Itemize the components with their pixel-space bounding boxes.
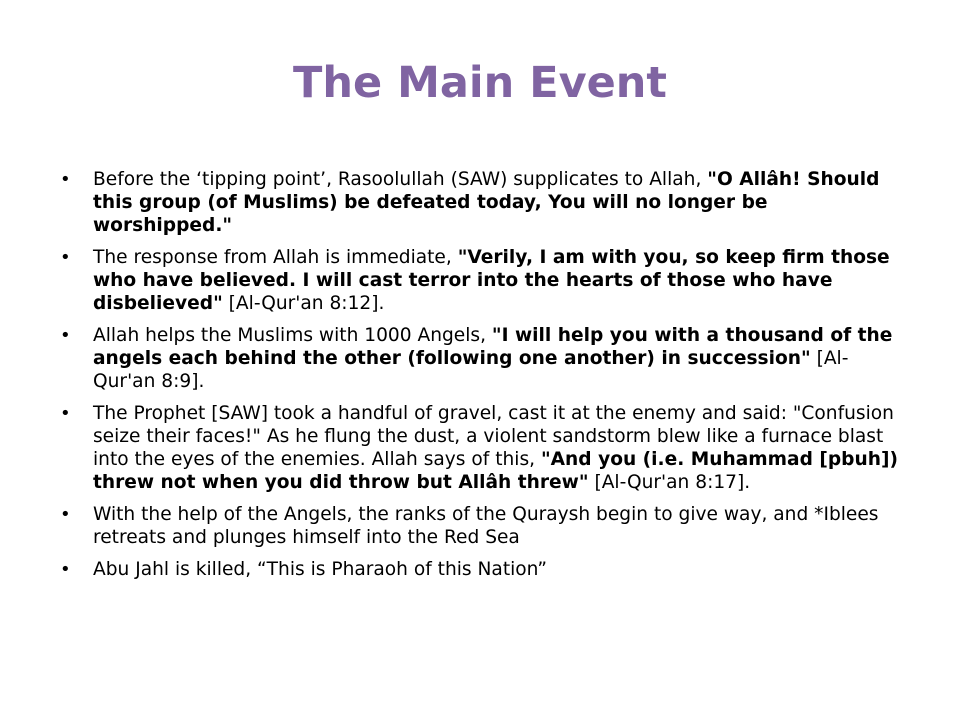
bullet-marker: • [60,504,71,525]
bullet-item-1 [60,168,910,237]
bullet-quote: "O Allâh! Should this group (of Muslims) be defeated today, You will no longer be worshipped." [93,169,880,236]
bullet-marker: • [60,403,71,424]
bullet-marker: • [60,247,71,268]
bullet-item-3 [60,324,910,393]
bullet-text: The response from Allah is immediate, [93,247,458,268]
bullet-item-6 [60,558,910,581]
bullet-text: With the help of the Angels, the ranks of the Quraysh begin to give way, and *Iblees retreats and plunges himself into the Red Sea [93,504,879,548]
bullet-quote: "I will help you with a thousand of the angels each behind the other (following one another) in succession" [93,325,893,369]
bullet-text: The Prophet [SAW] took a handful of gravel, cast it at the enemy and said: "Confusion seize their faces!" As he flung the dust, a violent sandstorm blew like a furnace blast into the eyes of the enemies. Allah says of this, [93,403,894,470]
bullet-quote: "Verily, I am with you, so keep firm those who have believed. I will cast terror into the hearts of those who have disbelieved" [93,247,890,314]
bullet-marker: • [60,169,71,190]
bullet-citation: [Al-Qur'an 8:17]. [588,472,751,493]
bullet-citation: [Al-Qur'an 8:9]. [93,348,849,392]
bullet-item-4 [60,402,910,494]
bullet-item-2 [60,246,910,315]
bullet-marker: • [60,559,71,580]
slide-title: The Main Event [293,58,667,108]
bullet-item-5 [60,503,910,549]
bullet-text: Before the ‘tipping point’, Rasoolullah (SAW) supplicates to Allah, [93,169,708,190]
bullet-text: Abu Jahl is killed, “This is Pharaoh of this Nation” [93,559,548,580]
bullet-citation: [Al-Qur'an 8:12]. [222,293,385,314]
bullet-text: Allah helps the Muslims with 1000 Angels, [93,325,492,346]
bullet-list [60,168,910,590]
bullet-marker: • [60,325,71,346]
bullet-quote: "And you (i.e. Muhammad [pbuh]) threw not when you did throw but Allâh threw" [93,449,898,493]
